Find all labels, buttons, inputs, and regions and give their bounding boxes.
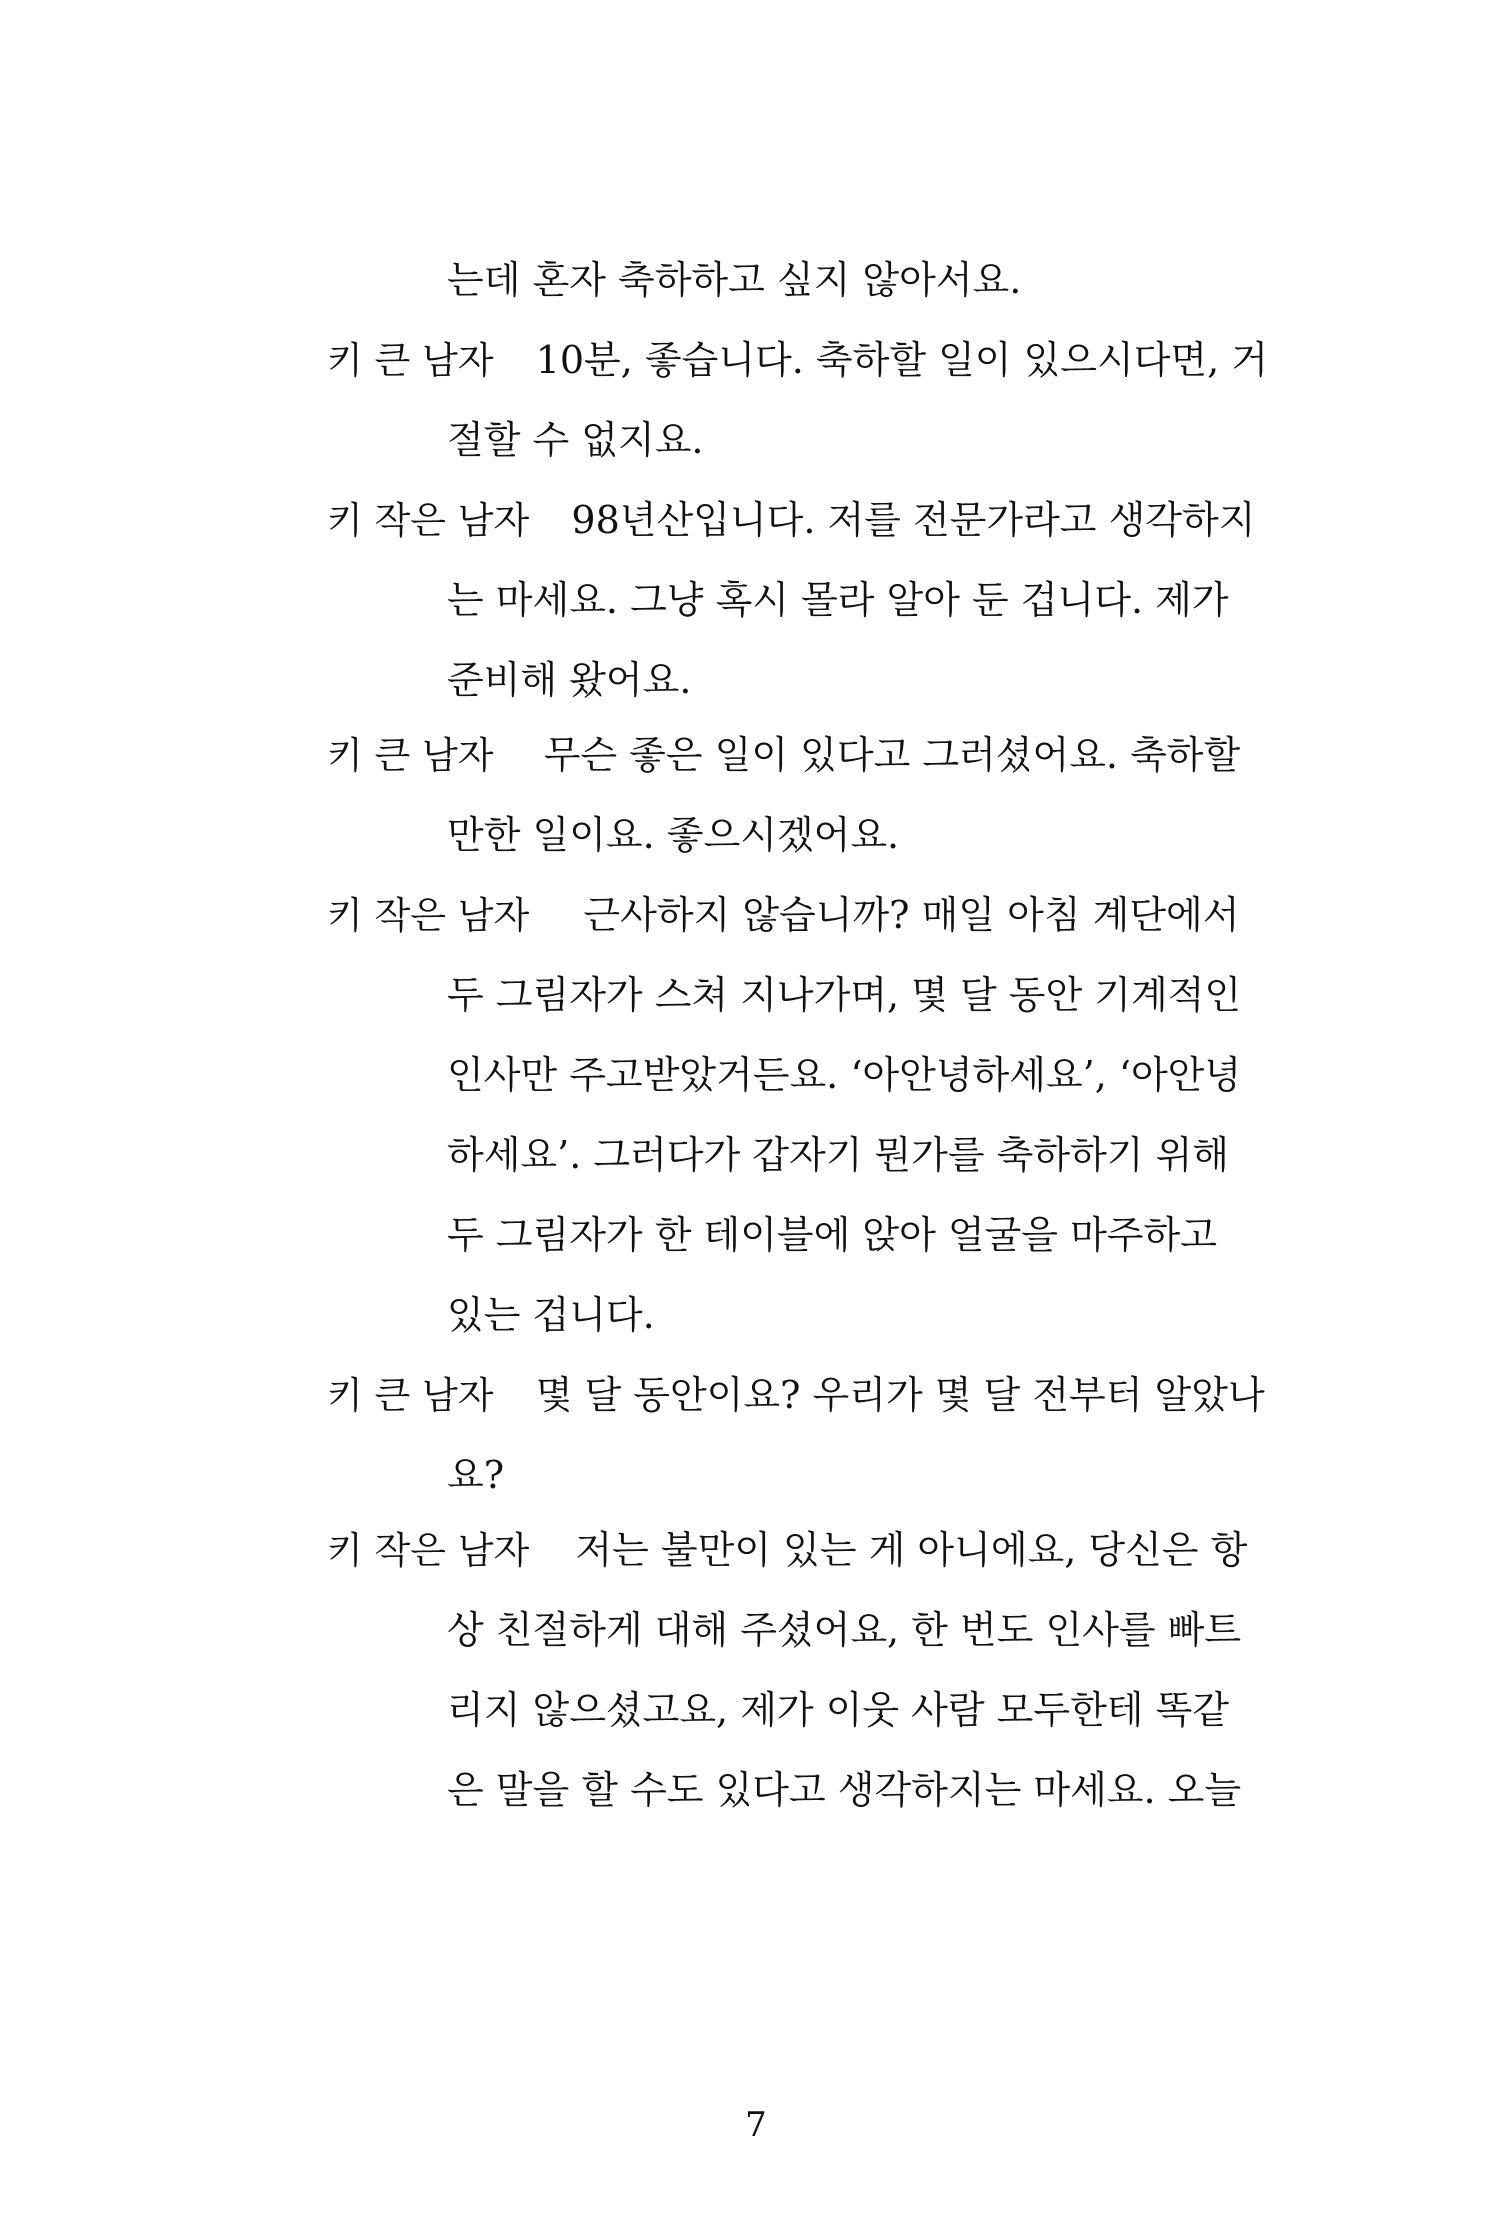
speaker-name: 키 작은 남자: [327, 894, 530, 937]
dialogue-text: 근사하지 않습니까? 매일 아침 계단에서: [583, 893, 1240, 937]
dialogue-text: 은 말을 할 수도 있다고 생각하지는 마세요. 오늘: [447, 1768, 1242, 1812]
dialogue-text: 절할 수 없지요.: [447, 418, 704, 462]
dialogue-text: 무슨 좋은 일이 있다고 그러셨어요. 축하할: [543, 733, 1241, 777]
dialogue-text: 리지 않으셨고요, 제가 이웃 사람 모두한테 똑같: [447, 1688, 1230, 1732]
dialogue-line: [447, 965, 1241, 1025]
speaker-name: 키 큰 남자: [327, 734, 494, 777]
dialogue-line: [327, 885, 1239, 945]
dialogue-text: 두 그림자가 한 테이블에 앉아 얼굴을 마주하고: [447, 1213, 1217, 1257]
speaker-name: 키 작은 남자: [327, 499, 530, 542]
dialogue-line: [447, 250, 1021, 310]
dialogue-line: [447, 1285, 655, 1345]
dialogue-line: [447, 1680, 1229, 1740]
dialogue-text: 두 그림자가 스쳐 지나가며, 몇 달 동안 기계적인: [447, 973, 1242, 1017]
page-number: 7: [745, 2105, 767, 2145]
speaker-name: 키 작은 남자: [327, 1529, 530, 1572]
dialogue-text: 만한 일이요. 좋으시겠어요.: [447, 813, 900, 857]
dialogue-line: [447, 1600, 1241, 1660]
dialogue-line: [327, 1365, 1265, 1425]
dialogue-line: [327, 490, 1255, 550]
dialogue-text: 는데 혼자 축하하고 싶지 않아서요.: [447, 258, 1022, 302]
dialogue-line: [447, 650, 691, 710]
dialogue-line: [327, 725, 1240, 785]
speaker-name: 키 큰 남자: [327, 339, 494, 382]
dialogue-text: 상 친절하게 대해 주셨어요, 한 번도 인사를 빠트: [447, 1608, 1242, 1652]
dialogue-text: 저는 불만이 있는 게 아니에요, 당신은 항: [575, 1528, 1248, 1572]
dialogue-line: [327, 330, 1269, 390]
dialogue-line: [447, 1045, 1241, 1105]
dialogue-line: [447, 1205, 1217, 1265]
dialogue-text: 하세요’. 그러다가 갑자기 뭔가를 축하하기 위해: [447, 1133, 1230, 1177]
dialogue-text: 10분, 좋습니다. 축하할 일이 있으시다면, 거: [535, 338, 1269, 382]
dialogue-line: [447, 1125, 1229, 1185]
dialogue-text: 몇 달 동안이요? 우리가 몇 달 전부터 알았나: [535, 1373, 1265, 1417]
dialogue-text: 는 마세요. 그냥 혹시 몰라 알아 둔 겁니다. 제가: [447, 578, 1229, 622]
dialogue-text: 요?: [447, 1453, 505, 1497]
dialogue-text: 준비해 왔어요.: [447, 658, 692, 702]
dialogue-line: [447, 1760, 1241, 1820]
dialogue-line: [447, 805, 899, 865]
dialogue-line: [327, 1520, 1247, 1580]
dialogue-line: [447, 570, 1229, 630]
speaker-name: 키 큰 남자: [327, 1374, 494, 1417]
dialogue-line: [447, 1445, 504, 1505]
dialogue-text: 98년산입니다. 저를 전문가라고 생각하지: [571, 498, 1256, 542]
dialogue-line: [447, 410, 704, 470]
dialogue-text: 인사만 주고받았거든요. ‘아안녕하세요’, ‘아안녕: [447, 1053, 1242, 1097]
dialogue-text: 있는 겁니다.: [447, 1293, 655, 1337]
